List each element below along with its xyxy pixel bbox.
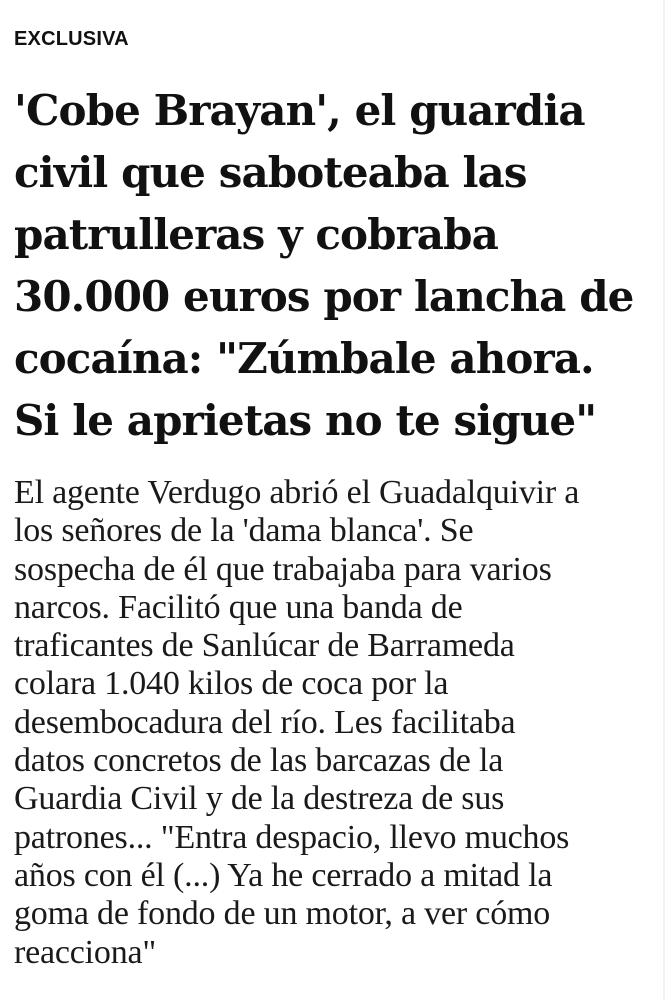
summary-line: años con él (...) Ya he cerrado a mitad la: [14, 856, 553, 894]
headline-line: patrulleras y cobraba: [14, 210, 498, 259]
summary-line: sospecha de él que trabajaba para varios: [14, 550, 552, 588]
summary-line: patrones... "Entra despacio, llevo muchos: [14, 818, 570, 856]
headline[interactable]: [14, 80, 654, 452]
summary-line: goma de fondo de un motor, a ver cómo: [14, 895, 551, 933]
summary-line: El agente Verdugo abrió el Guadalquivir a: [14, 474, 580, 511]
summary-line: los señores de la 'dama blanca'. Se: [14, 512, 474, 550]
summary-line: colara 1.040 kilos de coca por la: [14, 665, 449, 703]
headline-line: 30.000 euros por lancha de: [14, 272, 634, 321]
headline-line: Si le aprietas no te sigue": [14, 396, 597, 445]
summary-line: reacciona": [14, 933, 157, 971]
summary-line: desembocadura del río. Les facilitaba: [14, 703, 516, 741]
headline-line: civil que saboteaba las: [14, 148, 527, 197]
summary-line: datos concretos de las barcazas de la: [14, 742, 504, 780]
summary-line: traficantes de Sanlúcar de Barrameda: [14, 627, 515, 665]
headline-line: 'Cobe Brayan', el guardia: [14, 86, 585, 135]
headline-line: cocaína: "Zúmbale ahora.: [14, 334, 594, 383]
summary-line: Guardia Civil y de la destreza de sus: [14, 780, 505, 818]
summary-line: narcos. Facilitó que una banda de: [14, 588, 463, 626]
section-kicker: EXCLUSIVA: [14, 28, 129, 50]
article-summary: [14, 474, 654, 972]
